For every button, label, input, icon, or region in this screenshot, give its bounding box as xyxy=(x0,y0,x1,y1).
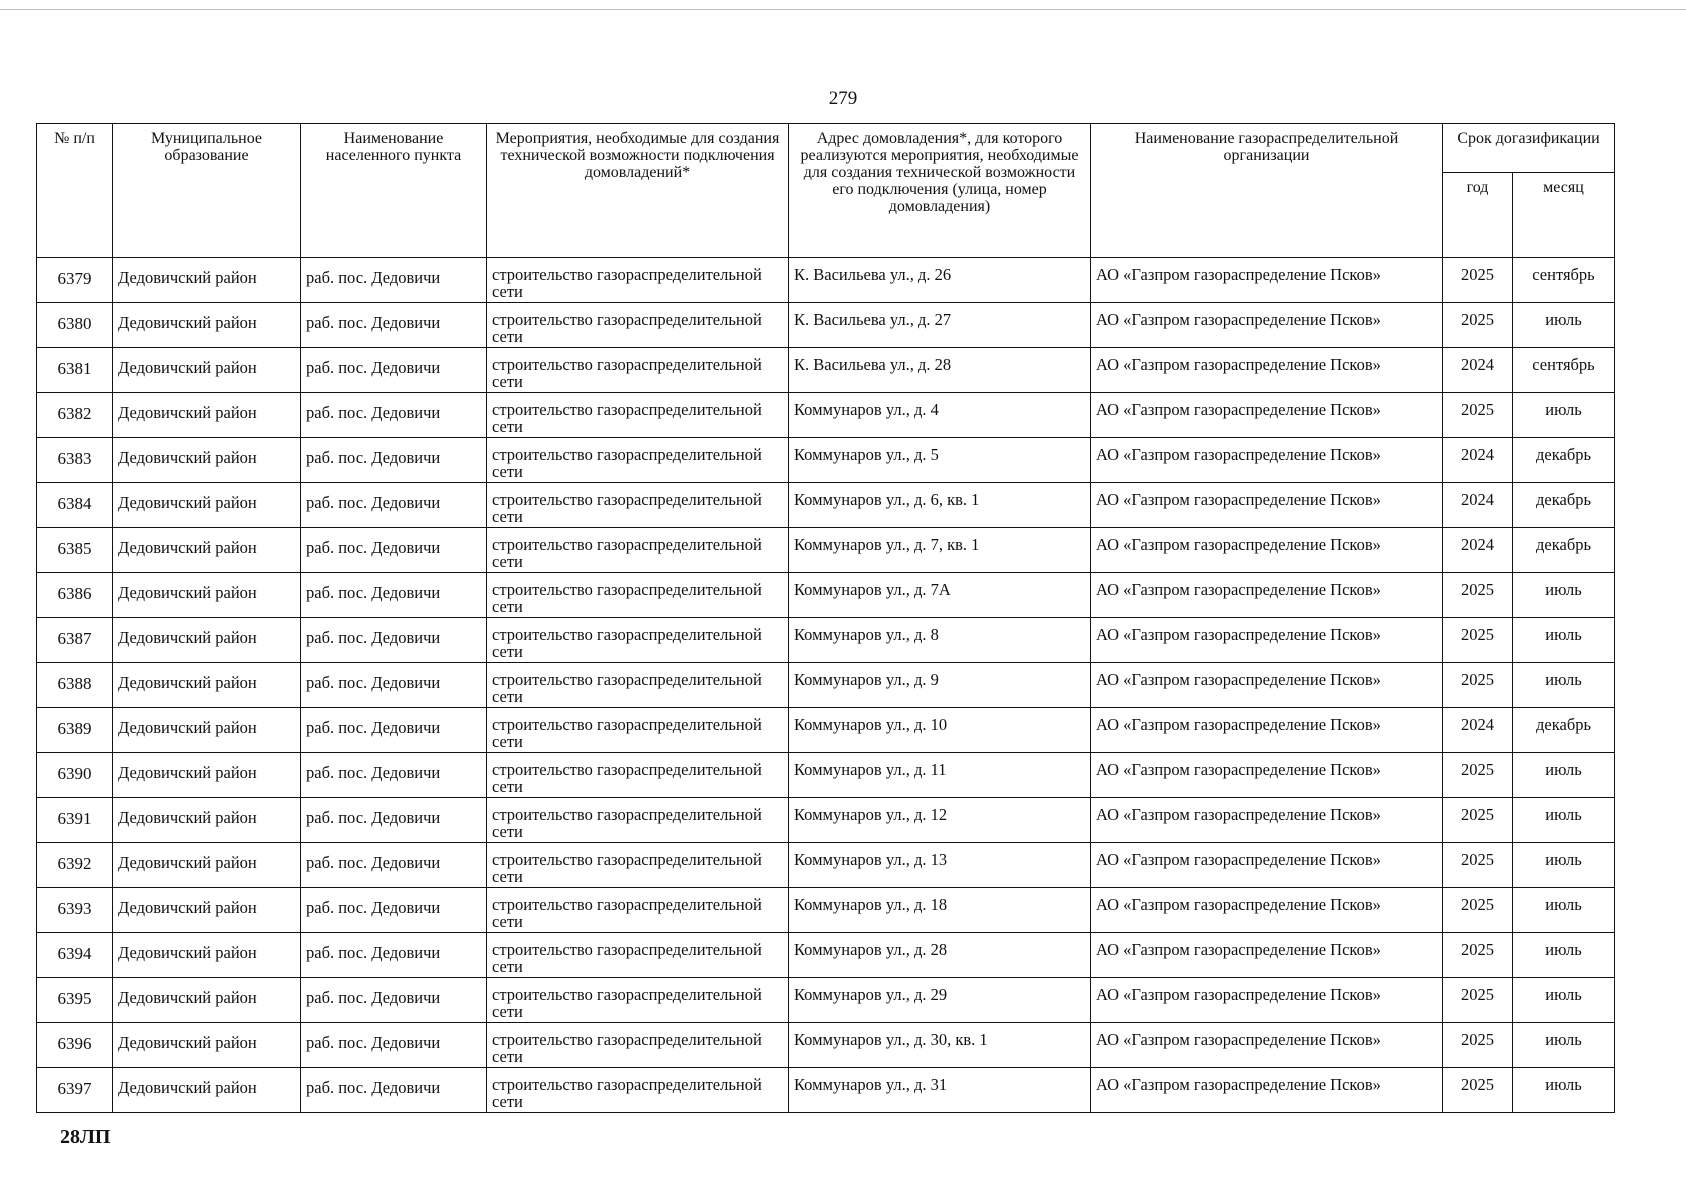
row-municipality: Дедовичский район xyxy=(113,393,301,438)
row-settlement: раб. пос. Дедовичи xyxy=(301,753,487,798)
row-num: 6388 xyxy=(37,663,113,708)
row-measure: строительство газораспределительной сети xyxy=(487,708,789,753)
row-address: Коммунаров ул., д. 29 xyxy=(789,978,1091,1023)
table-row xyxy=(37,393,1615,438)
row-measure: строительство газораспределительной сети xyxy=(487,618,789,663)
row-measure: строительство газораспределительной сети xyxy=(487,888,789,933)
row-measure: строительство газораспределительной сети xyxy=(487,528,789,573)
row-num: 6380 xyxy=(37,303,113,348)
row-municipality: Дедовичский район xyxy=(113,618,301,663)
header-municipality: Муниципальное образование xyxy=(113,124,301,258)
row-month: июль xyxy=(1513,843,1615,888)
row-year: 2025 xyxy=(1443,393,1513,438)
row-address: Коммунаров ул., д. 30, кв. 1 xyxy=(789,1023,1091,1068)
page-number: 279 xyxy=(828,88,858,109)
row-organization: АО «Газпром газораспределение Псков» xyxy=(1091,303,1443,348)
gasification-table xyxy=(36,123,1615,1113)
row-settlement: раб. пос. Дедовичи xyxy=(301,798,487,843)
row-address: Коммунаров ул., д. 8 xyxy=(789,618,1091,663)
row-settlement: раб. пос. Дедовичи xyxy=(301,663,487,708)
row-num: 6385 xyxy=(37,528,113,573)
row-measure: строительство газораспределительной сети xyxy=(487,663,789,708)
table-row xyxy=(37,978,1615,1023)
row-month: сентябрь xyxy=(1513,258,1615,303)
row-measure: строительство газораспределительной сети xyxy=(487,978,789,1023)
footer-mark: 28ЛП xyxy=(60,1126,111,1148)
row-organization: АО «Газпром газораспределение Псков» xyxy=(1091,438,1443,483)
row-year: 2024 xyxy=(1443,438,1513,483)
row-year: 2025 xyxy=(1443,888,1513,933)
row-organization: АО «Газпром газораспределение Псков» xyxy=(1091,663,1443,708)
header-year: год xyxy=(1443,173,1513,258)
row-measure: строительство газораспределительной сети xyxy=(487,798,789,843)
row-settlement: раб. пос. Дедовичи xyxy=(301,483,487,528)
row-address: Коммунаров ул., д. 6, кв. 1 xyxy=(789,483,1091,528)
row-year: 2025 xyxy=(1443,618,1513,663)
row-num: 6395 xyxy=(37,978,113,1023)
row-municipality: Дедовичский район xyxy=(113,303,301,348)
table-row xyxy=(37,573,1615,618)
row-municipality: Дедовичский район xyxy=(113,258,301,303)
row-num: 6379 xyxy=(37,258,113,303)
row-organization: АО «Газпром газораспределение Псков» xyxy=(1091,1023,1443,1068)
row-year: 2024 xyxy=(1443,348,1513,393)
row-month: июль xyxy=(1513,393,1615,438)
row-measure: строительство газораспределительной сети xyxy=(487,258,789,303)
row-address: Коммунаров ул., д. 10 xyxy=(789,708,1091,753)
row-settlement: раб. пос. Дедовичи xyxy=(301,933,487,978)
row-num: 6384 xyxy=(37,483,113,528)
row-year: 2025 xyxy=(1443,1068,1513,1113)
row-municipality: Дедовичский район xyxy=(113,663,301,708)
row-settlement: раб. пос. Дедовичи xyxy=(301,618,487,663)
row-organization: АО «Газпром газораспределение Псков» xyxy=(1091,258,1443,303)
table-row xyxy=(37,528,1615,573)
row-settlement: раб. пос. Дедовичи xyxy=(301,438,487,483)
row-year: 2025 xyxy=(1443,258,1513,303)
row-num: 6387 xyxy=(37,618,113,663)
row-month: июль xyxy=(1513,1068,1615,1113)
row-settlement: раб. пос. Дедовичи xyxy=(301,708,487,753)
row-month: июль xyxy=(1513,798,1615,843)
row-month: декабрь xyxy=(1513,483,1615,528)
table-body xyxy=(37,258,1615,1113)
table-row xyxy=(37,258,1615,303)
row-month: июль xyxy=(1513,303,1615,348)
table-row xyxy=(37,1068,1615,1113)
row-organization: АО «Газпром газораспределение Псков» xyxy=(1091,843,1443,888)
row-year: 2025 xyxy=(1443,753,1513,798)
row-measure: строительство газораспределительной сети xyxy=(487,438,789,483)
row-year: 2025 xyxy=(1443,573,1513,618)
table-row xyxy=(37,303,1615,348)
row-num: 6389 xyxy=(37,708,113,753)
header-settlement: Наименование населенного пункта xyxy=(301,124,487,258)
row-municipality: Дедовичский район xyxy=(113,528,301,573)
row-measure: строительство газораспределительной сети xyxy=(487,573,789,618)
row-month: июль xyxy=(1513,753,1615,798)
table-row xyxy=(37,1023,1615,1068)
row-year: 2024 xyxy=(1443,708,1513,753)
row-num: 6381 xyxy=(37,348,113,393)
row-month: июль xyxy=(1513,573,1615,618)
scan-edge-line xyxy=(0,9,1686,10)
row-measure: строительство газораспределительной сети xyxy=(487,393,789,438)
row-municipality: Дедовичский район xyxy=(113,1068,301,1113)
row-settlement: раб. пос. Дедовичи xyxy=(301,258,487,303)
row-municipality: Дедовичский район xyxy=(113,753,301,798)
row-year: 2025 xyxy=(1443,933,1513,978)
row-organization: АО «Газпром газораспределение Псков» xyxy=(1091,798,1443,843)
table-row xyxy=(37,708,1615,753)
header-address: Адрес домовладения*, для которого реализуются мероприятия, необходимые для создания технической возможности его подключения (улица, номер домовладения) xyxy=(789,124,1091,258)
row-municipality: Дедовичский район xyxy=(113,978,301,1023)
row-address: К. Васильева ул., д. 27 xyxy=(789,303,1091,348)
row-measure: строительство газораспределительной сети xyxy=(487,483,789,528)
row-num: 6383 xyxy=(37,438,113,483)
row-settlement: раб. пос. Дедовичи xyxy=(301,393,487,438)
row-municipality: Дедовичский район xyxy=(113,888,301,933)
row-address: Коммунаров ул., д. 11 xyxy=(789,753,1091,798)
row-settlement: раб. пос. Дедовичи xyxy=(301,303,487,348)
row-month: июль xyxy=(1513,888,1615,933)
table-row xyxy=(37,483,1615,528)
row-num: 6396 xyxy=(37,1023,113,1068)
header-organization: Наименование газораспределительной организации xyxy=(1091,124,1443,258)
row-organization: АО «Газпром газораспределение Псков» xyxy=(1091,888,1443,933)
row-organization: АО «Газпром газораспределение Псков» xyxy=(1091,708,1443,753)
row-month: июль xyxy=(1513,618,1615,663)
row-municipality: Дедовичский район xyxy=(113,798,301,843)
header-measures: Мероприятия, необходимые для создания технической возможности подключения домовладений* xyxy=(487,124,789,258)
row-measure: строительство газораспределительной сети xyxy=(487,1068,789,1113)
table-row xyxy=(37,798,1615,843)
row-organization: АО «Газпром газораспределение Псков» xyxy=(1091,978,1443,1023)
row-month: июль xyxy=(1513,933,1615,978)
row-organization: АО «Газпром газораспределение Псков» xyxy=(1091,393,1443,438)
row-month: июль xyxy=(1513,663,1615,708)
row-month: сентябрь xyxy=(1513,348,1615,393)
row-num: 6391 xyxy=(37,798,113,843)
row-measure: строительство газораспределительной сети xyxy=(487,1023,789,1068)
row-address: Коммунаров ул., д. 18 xyxy=(789,888,1091,933)
row-organization: АО «Газпром газораспределение Псков» xyxy=(1091,933,1443,978)
row-address: К. Васильева ул., д. 26 xyxy=(789,258,1091,303)
table-header xyxy=(37,124,1615,258)
row-organization: АО «Газпром газораспределение Псков» xyxy=(1091,573,1443,618)
row-address: Коммунаров ул., д. 9 xyxy=(789,663,1091,708)
row-num: 6382 xyxy=(37,393,113,438)
row-address: К. Васильева ул., д. 28 xyxy=(789,348,1091,393)
header-num: № п/п xyxy=(37,124,113,258)
row-organization: АО «Газпром газораспределение Псков» xyxy=(1091,1068,1443,1113)
row-year: 2025 xyxy=(1443,663,1513,708)
row-year: 2025 xyxy=(1443,978,1513,1023)
row-organization: АО «Газпром газораспределение Псков» xyxy=(1091,618,1443,663)
row-address: Коммунаров ул., д. 13 xyxy=(789,843,1091,888)
row-settlement: раб. пос. Дедовичи xyxy=(301,888,487,933)
row-num: 6390 xyxy=(37,753,113,798)
row-month: июль xyxy=(1513,1023,1615,1068)
row-address: Коммунаров ул., д. 7, кв. 1 xyxy=(789,528,1091,573)
row-organization: АО «Газпром газораспределение Псков» xyxy=(1091,483,1443,528)
row-municipality: Дедовичский район xyxy=(113,573,301,618)
row-municipality: Дедовичский район xyxy=(113,933,301,978)
row-organization: АО «Газпром газораспределение Псков» xyxy=(1091,348,1443,393)
row-month: декабрь xyxy=(1513,438,1615,483)
row-num: 6392 xyxy=(37,843,113,888)
row-address: Коммунаров ул., д. 31 xyxy=(789,1068,1091,1113)
row-municipality: Дедовичский район xyxy=(113,1023,301,1068)
row-settlement: раб. пос. Дедовичи xyxy=(301,528,487,573)
row-settlement: раб. пос. Дедовичи xyxy=(301,843,487,888)
row-address: Коммунаров ул., д. 12 xyxy=(789,798,1091,843)
row-municipality: Дедовичский район xyxy=(113,348,301,393)
row-measure: строительство газораспределительной сети xyxy=(487,843,789,888)
row-municipality: Дедовичский район xyxy=(113,708,301,753)
row-organization: АО «Газпром газораспределение Псков» xyxy=(1091,528,1443,573)
table-row xyxy=(37,663,1615,708)
table-row xyxy=(37,933,1615,978)
row-year: 2025 xyxy=(1443,843,1513,888)
row-settlement: раб. пос. Дедовичи xyxy=(301,1068,487,1113)
row-measure: строительство газораспределительной сети xyxy=(487,753,789,798)
header-month: месяц xyxy=(1513,173,1615,258)
row-num: 6393 xyxy=(37,888,113,933)
row-measure: строительство газораспределительной сети xyxy=(487,933,789,978)
row-month: декабрь xyxy=(1513,528,1615,573)
row-year: 2025 xyxy=(1443,798,1513,843)
row-num: 6394 xyxy=(37,933,113,978)
row-settlement: раб. пос. Дедовичи xyxy=(301,348,487,393)
table-row xyxy=(37,618,1615,663)
row-num: 6386 xyxy=(37,573,113,618)
row-month: декабрь xyxy=(1513,708,1615,753)
row-settlement: раб. пос. Дедовичи xyxy=(301,573,487,618)
row-year: 2025 xyxy=(1443,303,1513,348)
header-term: Срок догазификации xyxy=(1443,124,1615,173)
row-address: Коммунаров ул., д. 5 xyxy=(789,438,1091,483)
table-row xyxy=(37,888,1615,933)
table-row xyxy=(37,348,1615,393)
row-address: Коммунаров ул., д. 7А xyxy=(789,573,1091,618)
table-row xyxy=(37,438,1615,483)
row-year: 2024 xyxy=(1443,483,1513,528)
table-row xyxy=(37,753,1615,798)
row-address: Коммунаров ул., д. 28 xyxy=(789,933,1091,978)
row-organization: АО «Газпром газораспределение Псков» xyxy=(1091,753,1443,798)
row-measure: строительство газораспределительной сети xyxy=(487,303,789,348)
row-num: 6397 xyxy=(37,1068,113,1113)
row-month: июль xyxy=(1513,978,1615,1023)
table-row xyxy=(37,843,1615,888)
row-municipality: Дедовичский район xyxy=(113,483,301,528)
row-settlement: раб. пос. Дедовичи xyxy=(301,978,487,1023)
row-year: 2025 xyxy=(1443,1023,1513,1068)
row-measure: строительство газораспределительной сети xyxy=(487,348,789,393)
row-year: 2024 xyxy=(1443,528,1513,573)
row-settlement: раб. пос. Дедовичи xyxy=(301,1023,487,1068)
row-municipality: Дедовичский район xyxy=(113,438,301,483)
row-address: Коммунаров ул., д. 4 xyxy=(789,393,1091,438)
row-municipality: Дедовичский район xyxy=(113,843,301,888)
